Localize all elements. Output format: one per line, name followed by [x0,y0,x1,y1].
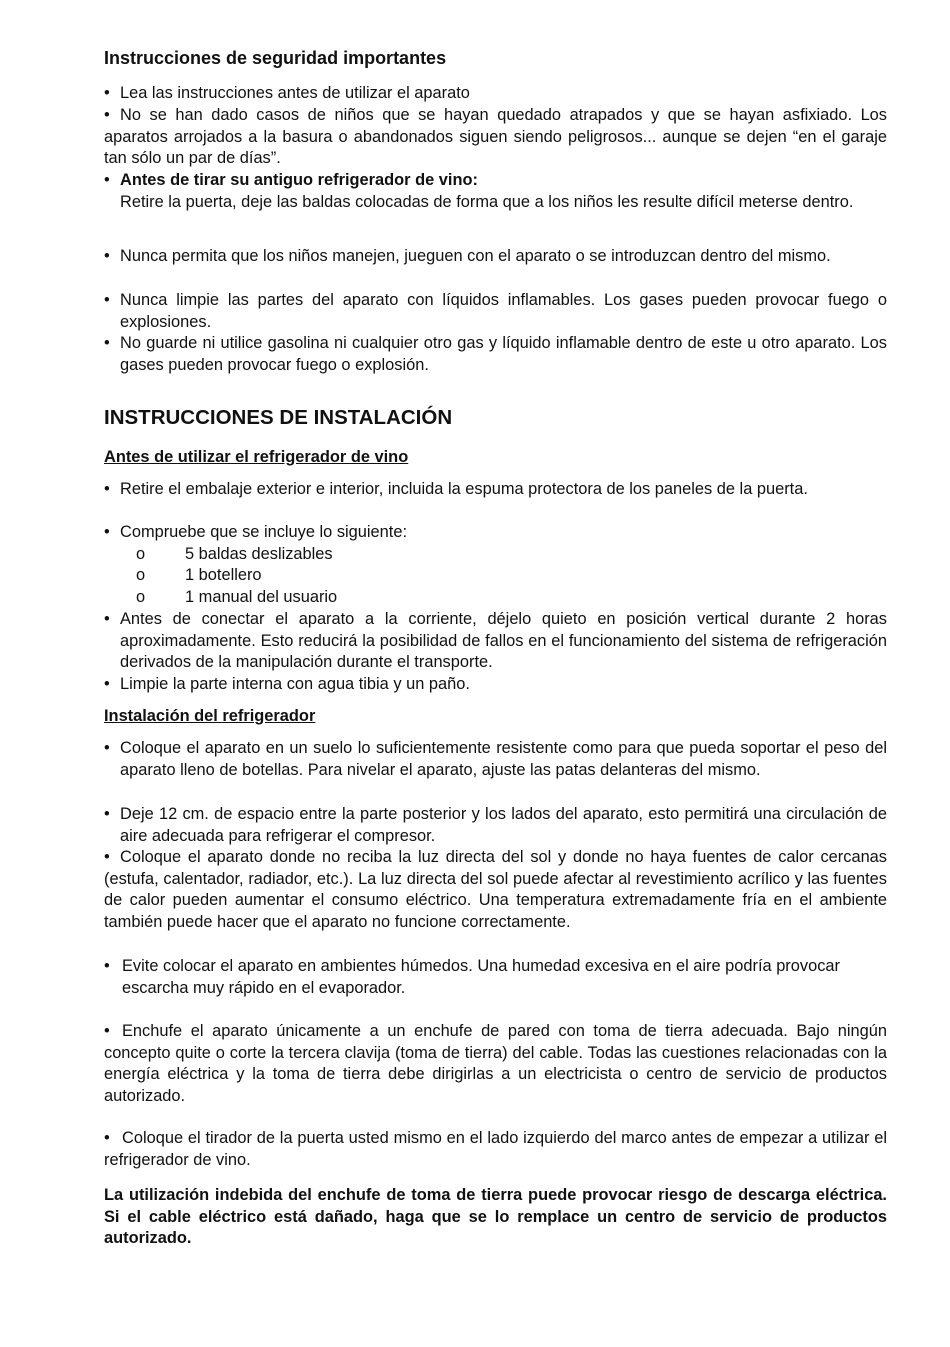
installation-title: INSTRUCCIONES DE INSTALACIÓN [104,406,453,429]
safety-bullet-3 [104,170,887,213]
before-bullet-1: • Retire el embalaje exterior e interior, incluida la espuma protectora de los paneles de la puerta. [104,479,887,501]
install-bullet-4: • Evite colocar el aparato en ambientes húmedos. Una humedad excesiva en el aire podría provocar escarcha muy rápido en el evaporador. [104,957,840,997]
before-bullet-3: • Antes de conectar el aparato a la corriente, déjelo quieto en posición vertical durante 2 horas aproximadamente. Esto reducirá la posibilidad de fallos en el funcionamiento del sistema de refrigeración derivados de la manipulación durante el transporte. [104,610,887,671]
installation-subtitle: Instalación del refrigerador [104,707,316,725]
electrical-warning: La utilización indebida del enchufe de toma de tierra puede provocar riesgo de descarga eléctrica. Si el cable eléctrico está dañado, haga que se lo remplace un centro de servicio de productos autorizado. [104,1186,887,1247]
included-item: o 1 manual del usuario [136,587,337,609]
bullet-icon: • [104,84,110,102]
bullet-icon: • [104,291,110,309]
bullet-icon: • [104,334,110,352]
install-bullet-1: • Coloque el aparato en un suelo lo suficientemente resistente como para que pueda soportar el peso del aparato lleno de botellas. Para nivelar el aparato, ajuste las patas delanteras del mismo. [104,739,887,779]
bullet-icon: • [104,523,110,541]
install-bullet-2: • Deje 12 cm. de espacio entre la parte posterior y los lados del aparato, esto permitirá una circulación de aire adecuada para refrigerar el compresor. [104,805,887,845]
install-bullet-5: Enchufe el aparato únicamente a un enchufe de pared con toma de tierra adecuada. Bajo ningún concepto quite o corte la tercera clavija (toma de tierra) del cable. Todas las cuestiones relacionadas con la energía eléctrica y la toma de tierra debe dirigirlas a un electricista o centro de servicio de productos autorizado. [104,1022,887,1105]
included-item: o 5 baldas deslizables [136,544,333,566]
circle-bullet-icon: o [136,545,146,563]
bullet-icon: • [104,805,110,823]
install-bullet-6: Coloque el tirador de la puerta usted mismo en el lado izquierdo del marco antes de empezar a utilizar el refrigerador de vino. [104,1129,887,1169]
safety-title: Instrucciones de seguridad importantes [104,48,447,68]
before-bullet-4: • Limpie la parte interna con agua tibia y un paño. [104,674,887,696]
bullet-icon: • [104,675,110,693]
safety-bullet-5: • Nunca limpie las partes del aparato con líquidos inflamables. Los gases pueden provocar fuego o explosiones. [104,291,887,331]
safety-bullet-4: • Nunca permita que los niños manejen, jueguen con el aparato o se introduzcan dentro del mismo. [104,246,887,268]
bullet-icon: • [104,739,110,757]
included-item: o 1 botellero [136,565,262,587]
install-bullet-3: Coloque el aparato donde no reciba la luz directa del sol y donde no haya fuentes de calor cercanas (estufa, calentador, radiador, etc.). La luz directa del sol puede afectar al revestimiento acrílico y las fuentes de calor pueden aumentar el consumo eléctrico. Una temperatura extremadamente fría en el ambiente también puede hacer que el aparato no funcione correctamente. [104,848,887,931]
before-use-subtitle: Antes de utilizar el refrigerador de vino [104,448,409,466]
bullet-icon: • [104,247,110,265]
safety-bullet-1: • Lea las instrucciones antes de utilizar el aparato [104,83,887,105]
bullet-icon: • [104,1129,110,1147]
safety-bullet-3-text: Retire la puerta, deje las baldas colocadas de forma que a los niños les resulte difícil meterse dentro. [120,192,854,211]
bullet-icon: • [104,848,110,866]
bullet-icon: • [104,106,110,124]
before-bullet-2: • Compruebe que se incluye lo siguiente: [104,522,887,544]
safety-bullet-3-heading: Antes de tirar su antiguo refrigerador de vino: [120,171,478,189]
bullet-icon: • [104,480,110,498]
safety-bullet-6: • No guarde ni utilice gasolina ni cualquier otro gas y líquido inflamable dentro de este u otro aparato. Los gases pueden provocar fuego o explosión. [104,334,887,374]
bullet-icon: • [104,1022,110,1040]
bullet-icon: • [104,957,110,975]
bullet-icon: • [104,610,110,628]
bullet-icon: • [104,171,110,189]
circle-bullet-icon: o [136,566,146,584]
safety-bullet-2-text: No se han dado casos de niños que se hayan quedado atrapados y que se hayan asfixiado. Los aparatos arrojados a la basura o abandonados siguen siendo peligrosos... aunque se dejen “en el garaje tan sólo un par de días”. [104,106,887,167]
circle-bullet-icon: o [136,588,146,606]
